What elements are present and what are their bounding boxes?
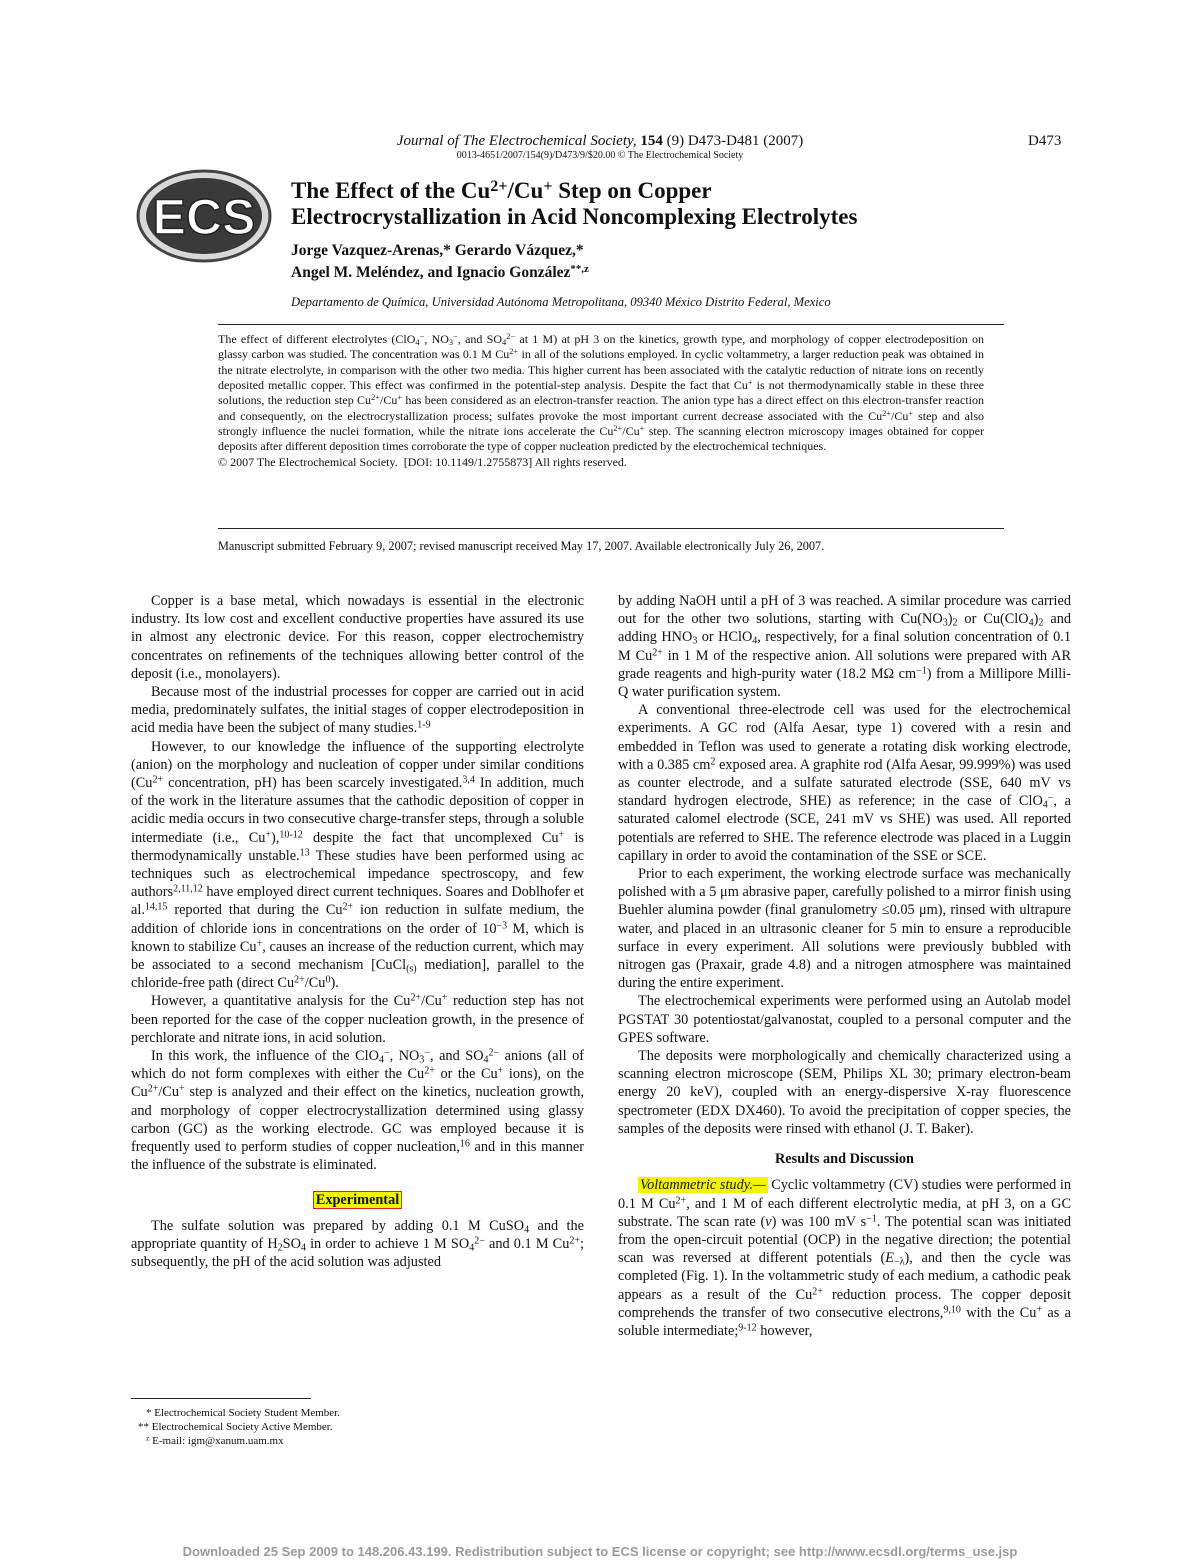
journal-citation <box>0 133 1200 150</box>
highlight-experimental: Experimental <box>313 1191 402 1209</box>
manuscript-dates: Manuscript submitted February 9, 2007; revised manuscript received May 17, 2007. Available electronically July 26, 2007. <box>218 539 825 553</box>
ecs-logo-icon <box>136 168 272 264</box>
ecs-logo-text: ECS <box>152 189 256 245</box>
section-heading-experimental <box>131 1191 584 1209</box>
issn-line: 0013-4651/2007/154(9)/D473/9/$20.00 © The Electrochemical Society <box>456 150 744 161</box>
highlight-voltammetric-study: Voltammetric study.— <box>640 1177 766 1194</box>
abstract: The effect of different electrolytes (ClO$_4$−, $NO_3^-$, and $SO_4^{2-}$ at 1 M) at pH 3 on the kinetics, growth type, and morphology of copper electrodeposition on glassy carbon was studied. The concentration was 0.1 M $Cu^{2+}$ in all of the solutions employed. In cyclic voltammetry, a larger reduction peak was obtained in the nitrate electrolyte, in comparison with the other two media. This higher current has been associated with the catalytic reduction of nitrate ions on recently deposited metallic copper. This effect was confirmed in the potential-step analysis. Despite the fact that Cu+ is not thermodynamically stable in these three solutions, the reduction step $Cu^{2+}/Cu^+$ has been considered as an electron-transfer reaction. The anion type has a direct effect on this electron-transfer reaction and consequently, on the electrocrystallization process; sulfates provoke the most important current decrease associated with the $Cu^{2+}/Cu^+$ step and also strongly influence the nuclei formation, while the nitrate ions accelerate the $Cu^{2+}/Cu^+$ step. The scanning electron microscopy images obtained for copper deposits after different deposition times corroborate the type of copper nucleation predicted by the electrochemical techniques. © 2007 The Electrochemical Society. [DOI: 10.1149/1.2755873] All rights reserved. <box>218 332 985 469</box>
footnote-active: ** Electrochemical Society Active Member. <box>138 1421 333 1433</box>
doi: [DOI: 10.1149/1.2755873] <box>403 454 533 469</box>
abstract-top-rule <box>218 324 1004 325</box>
footnotes <box>138 1406 340 1448</box>
footnote-rule <box>131 1398 311 1399</box>
download-footer: Downloaded 25 Sep 2009 to 148.206.43.199. Redistribution subject to ECS license or copyright; see http://www.ecsdl.org/terms_use.jsp <box>182 1544 1018 1559</box>
right-column: by adding NaOH until a pH of 3 was reached. A similar procedure was carried out for the other two solutions, starting with $Cu(NO_3)_2$ or $Cu(ClO_4)_2$ and adding $HNO_3$ or HClO$_4$, respectively, for a final solution concentration of 0.1 M $Cu^{2+}$ in 1 M of the respective anion. All solutions were prepared with AR grade reagents and high-purity water (18.2 MΩ $cm^{-1}$) from a Millipore Milli-Q water purification system. A conventional three-electrode cell was used for the electrochemical experiments. A GC rod (Alfa Aesar, type 1) covered with a resin and embedded in Teflon was used to generate a rotating disk working electrode, with a 0.385 $cm^2$ exposed area. A graphite rod (Alfa Aesar, 99.999%) was used as counter electrode, and a sulfate saturated electrode (SSE, 640 mV vs standard hydrogen electrode, SHE) as reference; in the case of ClO$_4$−, a saturated calomel electrode (SCE, 241 mV vs SHE) was used. All reported potentials are referred to SHE. The reference electrode was placed in a Luggin capillary in order to avoid the contamination of the SSE or SCE. Prior to each experiment, the working electrode surface was mechanically polished with a 5 μm abrasive paper, carefully polished to a mirror finish using Buehler alumina powder (final granulometry ≤0.05 μm), rinsed with ultrapure water, and placed in an ultrasonic cleaner for 5 min to ensure a reproducible surface in every experiment. All solutions were previously bubbled with nitrogen gas (Praxair, grade 4.8) and a nitrogen atmosphere was maintained during the entire experiment. The electrochemical experiments were performed using an Autolab model PGSTAT 30 potentiostat/galvanostat, coupled to a personal computer and the GPES software. The deposits were morphologically and chemically characterized using a scanning electron microscope (SEM, Philips XL 30; primary electron-beam energy 20 keV), coupled with an energy-dispersive X-ray fluorescence spectrometer (EDX DX460). To avoid the precipitation of copper species, the samples of the deposits were rinsed with ethanol (J. T. Baker). Results and Discussion Voltammetric study.— Cyclic voltammetry (CV) studies were performed in 0.1 M $Cu^{2+}$, and 1 M of each different electrolytic media, at pH 3, on a GC substrate. The scan rate (ν) was 100 mV $s^{-1}$. The potential scan was initiated from the open-circuit potential (OCP) in the negative direction; the potential scan was reversed at different potentials $(E_{-\lambda})$, and then the cycle was completed (Fig. 1). In the voltammetric study of each medium, a cathodic peak appears as a result of the $Cu^{2+}$ reduction process. The copper deposit comprehends the transfer of two consecutive electrons,$^{9,10}$ with the Cu+ as a soluble intermediate;$^{9-12}$ however, <box>618 593 1072 1339</box>
copyright: © 2007 The Electrochemical Society. <box>218 454 398 469</box>
journal-volume: 154 <box>640 133 663 149</box>
abstract-bottom-rule <box>218 528 1004 529</box>
authors: Jorge Vazquez-Arenas,* Gerardo Vázquez,* Angel M. Meléndez, and Ignacio González$^{**,z}$ <box>291 242 589 281</box>
article-title: The Effect of the $Cu^{2+}/Cu^+$ Step on Copper Electrocrystallization in Acid Noncomplexing Electrolytes <box>291 177 858 229</box>
page-number: D473 <box>1028 133 1062 149</box>
left-column: Copper is a base metal, which nowadays is essential in the electronic industry. Its low cost and excellent conductive properties have assured its use in almost any electronic device. For this reason, copper electrochemistry concentrates on refinements of the techniques allowing better control of the deposit (i.e., monolayers). Because most of the industrial processes for copper are carried out in acid media, predominately sulfates, the initial stages of copper electrodeposition in acid media have been the subject of many studies.$^{1-9}$ However, to our knowledge the influence of the supporting electrolyte (anion) on the morphology and nucleation of copper under similar conditions ($Cu^{2+}$ concentration, pH) has been scarcely investigated.$^{3,4}$ In addition, much of the work in the literature assumes that the cathodic deposition of copper in acidic media occurs in two consecutive charge-transfer steps, through a soluble intermediate (i.e., Cu+),$^{10-12}$ despite the fact that uncomplexed Cu+ is thermodynamically unstable.$^{13}$ These studies have been performed using ac techniques such as electrochemical impedance spectroscopy, and few authors$^{2,11,12}$ have employed direct current techniques. Soares and Doblhofer et al.$^{14,15}$ reported that during the $Cu^{2+}$ ion reduction in sulfate medium, the addition of chloride ions in concentrations on the order of $10^{-3}$ M, which is known to stabilize Cu+, causes an increase of the reduction current, which may be associated to a second mechanism [CuCl$_{(s)}$ mediation], parallel to the chloride-free path (direct $Cu^{2+}/Cu^0$). However, a quantitative analysis for the $Cu^{2+}/Cu^+$ reduction step has not been reported for the case of the copper nucleation growth, in the presence of perchlorate and nitrate ions, in acid solution. In this work, the influence of the ClO$_4$−, $NO_3^-$, and $SO_4^{2-}$ anions (all of which do not form complexes with either the $Cu^{2+}$ or the Cu+ ions), on the $Cu^{2+}/Cu^+$ step is analyzed and their effect on the kinetics, nucleation growth, and morphology of copper electrocrystallization determined using glassy carbon (GC) as the working electrode. GC was employed because it is frequently used to perform studies of copper nucleation,$^{16}$ and in this manner the influence of the substrate is eliminated. Experimental The sulfate solution was prepared by adding 0.1 M CuSO$_4$ and the appropriate quantity of $H_2SO_4$ in order to achieve 1 M $SO_4^{2-}$ and 0.1 M $Cu^{2+}$; subsequently, the pH of the acid solution was adjusted <box>131 593 584 1271</box>
affiliation: Departamento de Química, Universidad Autónoma Metropolitana, 09340 México Distrito Federal, Mexico <box>291 295 831 309</box>
section-heading-results: Results and Discussion <box>774 1151 915 1168</box>
footnote-student: * Electrochemical Society Student Member. <box>146 1407 340 1419</box>
journal-name: Journal of The Electrochemical Society, <box>396 133 637 149</box>
footnote-email: $^z$ E-mail: igm@xanum.uam.mx <box>146 1433 284 1447</box>
journal-issue-pages: (9) D473-D481 (2007) <box>666 133 804 149</box>
